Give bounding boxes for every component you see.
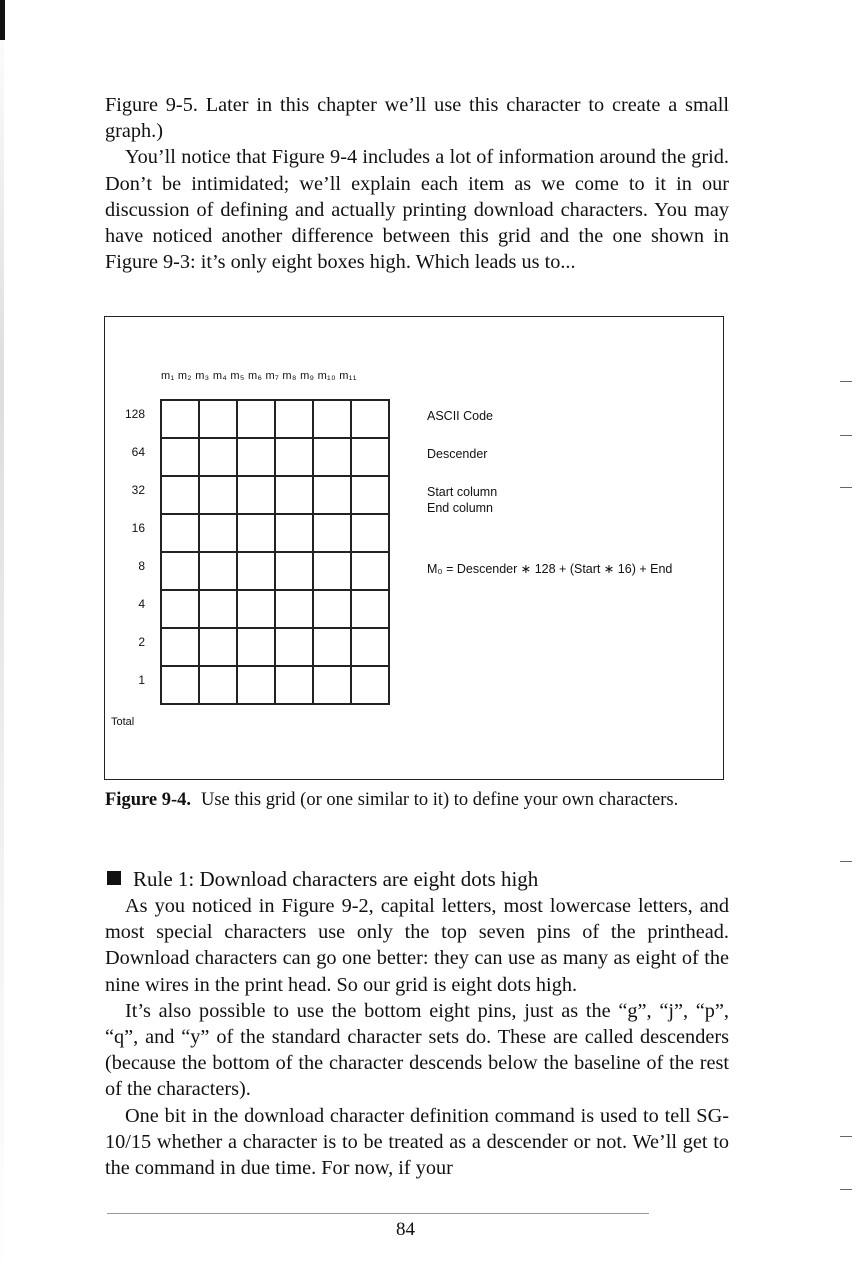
grid-horizontal-line bbox=[160, 589, 390, 591]
top-text bbox=[105, 92, 729, 275]
row-label: 1 bbox=[138, 673, 145, 687]
footer-rule bbox=[107, 1213, 649, 1214]
descender-note: Descender bbox=[427, 447, 488, 461]
row-label: 4 bbox=[138, 597, 145, 611]
column-labels: m₁ m₂ m₃ m₄ m₅ m₆ m₇ m₈ m₉ m₁₀ m₁₁ bbox=[161, 370, 357, 382]
figure-9-4 bbox=[104, 316, 724, 780]
start-column-note: Start column bbox=[427, 485, 498, 499]
ascii-code-note: ASCII Code bbox=[427, 409, 494, 423]
margin-mark bbox=[840, 861, 852, 862]
grid-horizontal-line bbox=[160, 437, 390, 439]
grid-horizontal-line bbox=[160, 551, 390, 553]
rule-heading-text: Rule 1: Download characters are eight dots high bbox=[133, 867, 539, 891]
row-label: 2 bbox=[138, 635, 145, 649]
margin-mark bbox=[840, 1136, 852, 1137]
paragraph: As you noticed in Figure 9-2, capital letters, most lowercase letters, and most special characters use only the top seven pins of the printhead. Download characters can go one better: they can use as many as eight of the nine wires in the print head. So our grid is eight dots high. bbox=[105, 895, 729, 996]
row-label: 64 bbox=[131, 445, 145, 459]
page-number: 84 bbox=[396, 1219, 415, 1240]
definition-grid bbox=[160, 399, 388, 703]
row-label: 16 bbox=[131, 521, 145, 535]
caption-label: Figure 9-4. bbox=[105, 790, 191, 810]
margin-mark bbox=[840, 435, 852, 436]
bottom-text bbox=[105, 893, 729, 1181]
grid-horizontal-line bbox=[160, 703, 390, 705]
paragraph: You’ll notice that Figure 9-4 includes a lot of information around the grid. Don’t be intimidated; we’ll explain each item as we come to it in our discussion of defining and actually printing download characters. You may have noticed another difference between this grid and the one shown in Figure 9-3: it’s only eight boxes high. Which leads us to... bbox=[105, 146, 729, 274]
scan-edge-mark bbox=[0, 0, 5, 40]
paragraph: Figure 9-5. Later in this chapter we’ll use this character to create a small graph.) bbox=[105, 94, 729, 143]
row-label: 8 bbox=[138, 559, 145, 573]
total-label: Total bbox=[111, 716, 135, 728]
caption-text: Use this grid (or one similar to it) to define your own characters. bbox=[200, 790, 679, 810]
scan-edge bbox=[0, 0, 4, 1275]
paragraph: It’s also possible to use the bottom eight pins, just as the “g”, “j”, “p”, “q”, and “y” of the standard character sets do. These are called descenders (because the bottom of the character descends below the baseline of the rest of the characters). bbox=[105, 999, 729, 1101]
figure-caption bbox=[105, 788, 729, 812]
margin-mark bbox=[840, 487, 852, 488]
margin-mark bbox=[840, 1189, 852, 1190]
formula-note: M₀ = Descender ∗ 128 + (Start ∗ 16) + End bbox=[427, 562, 673, 576]
row-label: 128 bbox=[124, 407, 145, 421]
square-bullet-icon bbox=[107, 871, 121, 885]
grid-horizontal-line bbox=[160, 627, 390, 629]
grid-horizontal-line bbox=[160, 399, 390, 401]
row-label: 32 bbox=[131, 483, 145, 497]
paragraph: One bit in the download character definition command is used to tell SG-10/15 whether a character is to be treated as a descender or not. We’ll get to the command in due time. For now, if your bbox=[105, 1104, 729, 1180]
rule-heading bbox=[107, 866, 538, 892]
grid-horizontal-line bbox=[160, 475, 390, 477]
end-column-note: End column bbox=[427, 501, 494, 515]
margin-mark bbox=[840, 381, 852, 382]
grid-horizontal-line bbox=[160, 665, 390, 667]
grid-horizontal-line bbox=[160, 513, 390, 515]
